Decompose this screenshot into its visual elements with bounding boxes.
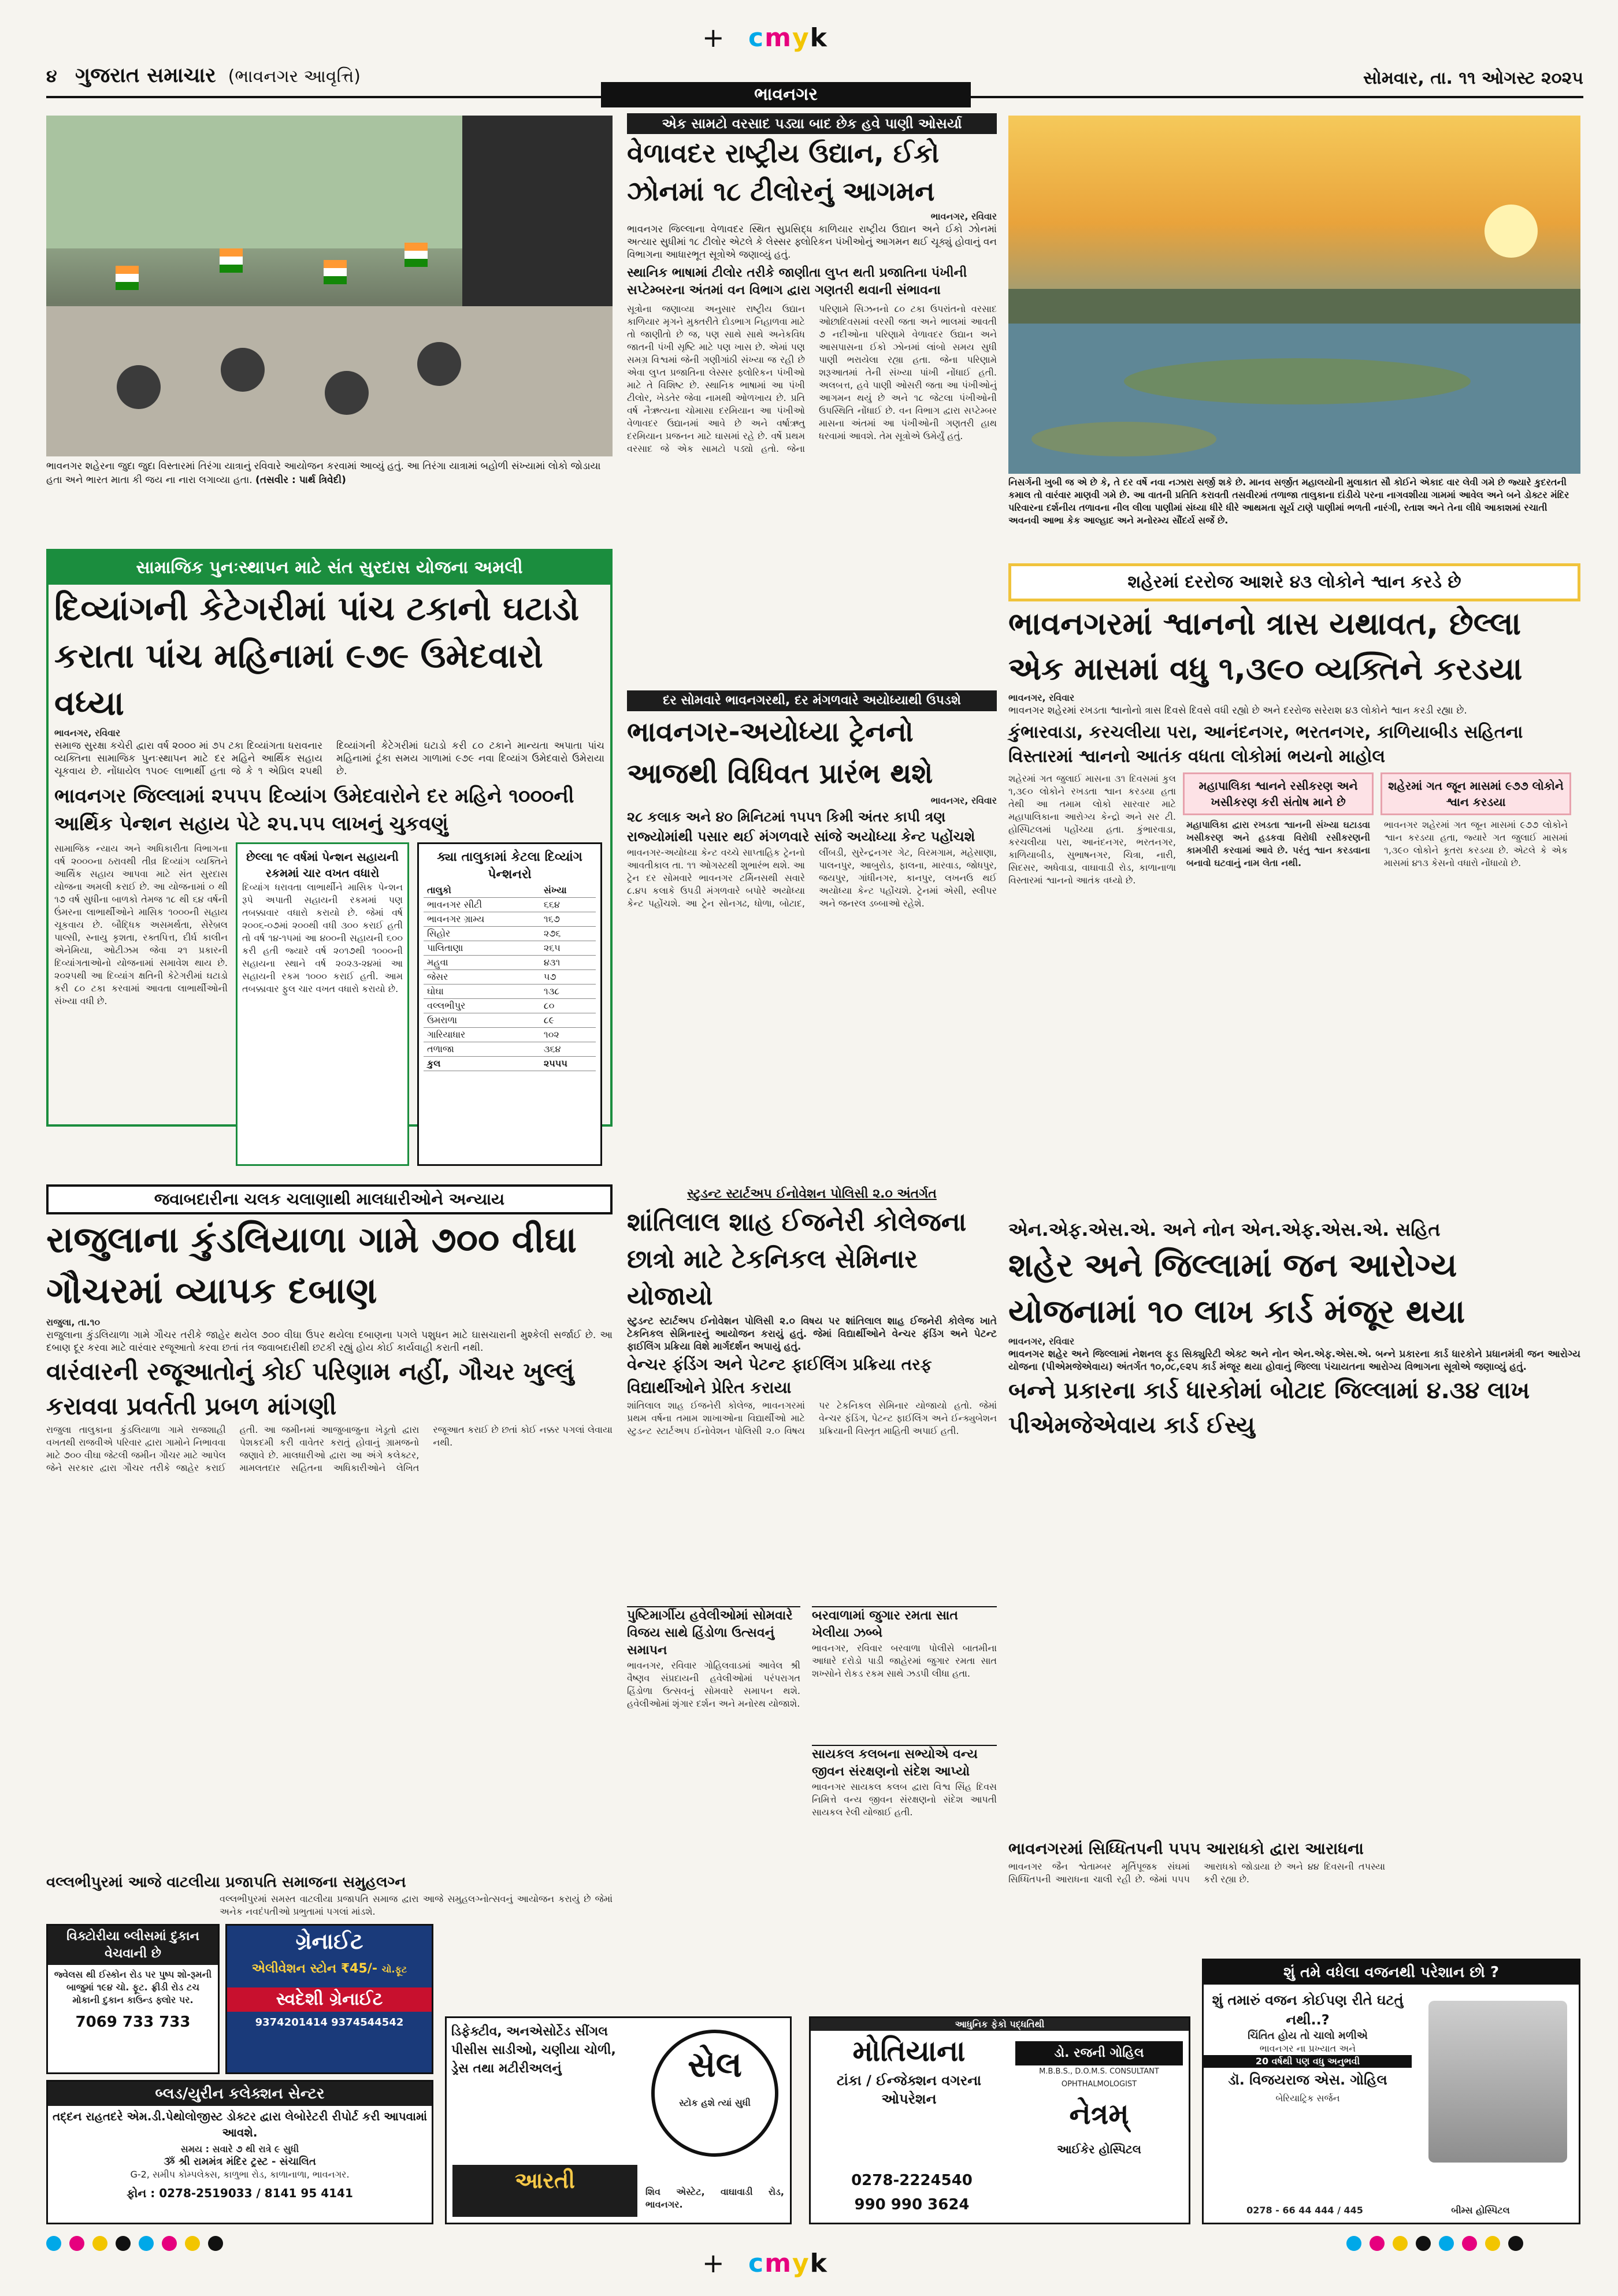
story-health-cards <box>1008 1216 1580 1443</box>
story-haveli <box>627 1606 800 1879</box>
count-cell: ૮૦ <box>540 999 596 1013</box>
pension-history-box <box>236 842 409 1166</box>
dog-box2 <box>1381 772 1571 1096</box>
cmyk-m: m <box>765 23 792 53</box>
total-label: કુલ <box>424 1057 540 1071</box>
story1-headline: વેળાવદર રાષ્ટ્રીય ઉદ્યાન, ઈકો ઝોનમાં ૧૮ ટીલોરનું આગમન <box>627 138 940 207</box>
story-disability-pension <box>46 549 613 1127</box>
story1-kicker: એક સામટો વરસાદ પડ્યા બાદ છેક હવે પાણી ઓસર્યા <box>627 113 997 134</box>
story-gauchar-encroachment <box>46 1184 613 1585</box>
ad-saree-sale[interactable] <box>445 2016 792 2224</box>
ad-eye-brand-sub: આઈકેર હોસ્પિટલ <box>1057 2142 1141 2156</box>
story2-kicker: સામાજિક પુનઃસ્થાપન માટે સંત સુરદાસ યોજના અમલી <box>49 551 610 585</box>
story-velavadar <box>627 113 997 499</box>
ad-blood-time: સમય : સવારે ૭ થી રાત્રે ૯ સુધી <box>180 2143 299 2154</box>
cmyk-c: c <box>748 23 765 53</box>
ad-obesity-role: બેરિયાટ્રિક સર્જન <box>1275 2093 1340 2104</box>
story5-body: શાંતિલાલ શાહ ઈજનેરી કોલેજ, ભાવનગરમાં પ્રથમ વર્ષના તમામ શાખાઓના વિદ્યાર્થીઓ માટે સ્ટુડન્ટ સ્ટાર્ટઅપ ઈનોવેશન પોલિસી ૨.૦ વિષય પર ટેકનિકલ સેમિનાર યોજાયો હતો. જેમાં વેન્ચર ફંડિંગ, પેટન્ટ ફાઈલિંગ અને ઈન્ક્યુબેશન પ્રક્રિયાની વિસ્તૃત માહિતી અપાઈ હતી. <box>627 1400 997 1436</box>
yellow-dot <box>1393 2236 1408 2251</box>
ad-sale-brand: આરતી <box>514 2168 576 2193</box>
story3-dateline: રાજુલા, તા.૧૦ <box>46 1317 101 1328</box>
count-cell: ૫૭ <box>540 970 596 984</box>
count-cell: ૨૬૫ <box>540 941 596 956</box>
cmyk-k: k <box>810 2249 828 2278</box>
table-row <box>424 1028 596 1042</box>
story4-headline: ભાવનગર-અયોધ્યા ટ્રેનનો આજથી વિધિવત પ્રારંભ થશે <box>627 716 933 790</box>
table-row <box>424 956 596 970</box>
ad-eye-sub: ટાંકા / ઈન્જેક્શન વગરના ઓપરેશન <box>837 2072 981 2107</box>
story8-headline: પુષ્ટિમાર્ગીય હવેલીઓમાં સોમવારે વિજય સાથે હિંડોળા ઉત્સવનું સમાપન <box>627 1606 800 1659</box>
story2-headline: દિવ્યાંગની કેટેગરીમાં પાંચ ટકાનો ઘટાડો કરાતા પાંચ મહિનામાં ૯૭૯ ઉમેદવારો વધ્યા <box>54 589 580 723</box>
story10-headline: સાયકલ કલબના સભ્યોએ વન્ય જીવન સંરક્ષણનો સંદેશ આપ્યો <box>812 1745 997 1781</box>
yellow-dot <box>1485 2236 1500 2251</box>
ad-eye-doc: ડો. રજની ગોહિલ <box>1015 2041 1183 2065</box>
story11-headline: વલ્લભીપુરમાં આજે વાટલીયા પ્રજાપતિ સમાજના સમુહલગ્ન <box>46 1874 406 1891</box>
table-row <box>424 999 596 1013</box>
ad-eye-title: મોતિયાના <box>852 2034 966 2068</box>
table-row <box>424 941 596 956</box>
paper-name: ગુજરાત સમાચાર <box>75 64 216 87</box>
ad-granite-unit: ચો.ફૂટ <box>381 1964 407 1975</box>
ad-victoria-title: વિક્ટોરીયા બ્લીસમાં દુકાન વેચવાની છે <box>48 1926 218 1965</box>
ad-granite-price: ₹45/- <box>340 1961 377 1976</box>
cmyk-c: c <box>748 2249 765 2278</box>
ad-victoria-phone[interactable]: 7069 733 733 <box>75 2013 191 2031</box>
cyan-dot <box>46 2236 61 2251</box>
pension-table <box>424 883 596 1071</box>
taluka-cell: ઉમરાળા <box>424 1013 540 1028</box>
dog-box1-body: મહાપાલિકા દ્વારા રખડતા શ્વાનની સંખ્યા ઘટાડવા ખસીકરણ અને હડકવા વિરોધી રસીકરણની કામગીરી કરવામાં આવે છે. પરંતુ શ્વાન કરડવાના બનાવો ઘટવાનું નામ લેતા નથી. <box>1186 819 1370 868</box>
ad-blood-title: બ્લડ/યુરીન કલેક્શન સેન્ટર <box>48 2082 432 2106</box>
ad-granite-sub <box>227 1957 432 1982</box>
taluka-cell: તળાજા <box>424 1042 540 1057</box>
table-header: સંખ્યા <box>540 883 596 898</box>
color-dots-right <box>1346 2236 1523 2251</box>
yellow-dot <box>92 2236 107 2251</box>
count-cell: ૧૦૨ <box>540 1028 596 1042</box>
ad-obesity-badge: 20 વર્ષથી પણ વધુ અનુભવી <box>1204 2055 1412 2068</box>
ad-blood-phone[interactable]: ફોન : 0278-2519033 / 8141 95 4141 <box>127 2186 353 2200</box>
cyan-dot <box>1439 2236 1454 2251</box>
registration-mark-top: + <box>702 22 725 53</box>
table-row <box>424 1013 596 1028</box>
story5-headline: શાંતિલાલ શાહ ઈજનેરી કોલેજના છાત્રો માટે ટેકનિકલ સેમિનાર યોજાયો <box>627 1208 967 1311</box>
taluka-cell: ગારિયાધાર <box>424 1028 540 1042</box>
edition: (ભાવનગર આવૃત્તિ) <box>228 66 361 87</box>
black-dot <box>208 2236 223 2251</box>
story6-subhead: કુંભારવાડા, કરચલીયા પરા, આનંદનગર, ભરતનગર, કાળિયાબીડ સહિતના વિસ્તારમાં શ્વાનનો આતંક વધતા લોકોમાં ભયનો માહોલ <box>1008 722 1523 767</box>
dog-box1-title: મહાપાલિકા શ્વાનને રસીકરણ અને ખસીકરણ કરી સંતોષ માને છે <box>1183 772 1374 815</box>
ad-blood-body: તદ્દન રાહતદરે એમ.ડી.પેથોલોજીસ્ટ ડોક્ટર દ્વારા લેબોરેટરી રીપોર્ટ કરી આપવામાં આવશે. <box>52 2109 428 2139</box>
count-cell: ૨૭૬ <box>540 927 596 941</box>
ad-blood-addr: G-2, સમીપ કોમ્પલેક્સ, કાળુભા રોડ, કાળાનાળા, ભાવનગર. <box>130 2169 350 2180</box>
cmyk-y: y <box>792 2249 810 2278</box>
ad-obesity[interactable] <box>1202 1959 1580 2224</box>
ad-granite-title: ગ્રેનાઈટ <box>295 1929 363 1954</box>
taluka-cell: પાલિતાણા <box>424 941 540 956</box>
ad-eye-degree: M.B.B.S., D.O.M.S. CONSULTANT OPHTHALMOLOGIST <box>1039 2067 1159 2089</box>
ad-granite-phones[interactable]: 9374201414 9374544542 <box>255 2016 404 2028</box>
pension-history-body: દિવ્યાંગ ધરાવતા લાભાર્થીને માસિક પેન્શન રૂપે અપાતી સહાયની રકમમાં પણ તબક્કાવાર વધારો કરાયો છે. જેમાં વર્ષ ૨૦૦૬-૦૭માં ૨૦૦થી વધી ૩૦૦ કરાઈ હતી તો વર્ષ ૧૪-૧૫માં આ ૪૦૦ની સહાયની ૬૦૦ કરી હતી જ્યારે વર્ષ ૨૦૧૭થી ૧૦૦૦ની સહાયના સ્થાને વર્ષ ૨૦૨૩-૨૪માં આ સહાયની રકમ ૧૦૦૦ કરાઈ હતી. આમ તબક્કાવાર ફુલ ચાર વખત વધારો કરાયો છે. <box>242 882 403 994</box>
ad-eye-tag: આધુનિક ફેકો પદ્ધતિથી <box>811 2018 1189 2031</box>
tiranga-rally-photo <box>46 116 613 456</box>
story-cycle-club <box>812 1745 997 1879</box>
table-row <box>424 898 596 912</box>
ad-eye-phone1[interactable]: 0278-2224540 <box>851 2172 973 2189</box>
ad-granite[interactable] <box>225 1924 433 2074</box>
story2-subhead: ભાવનગર જિલ્લામાં ૨૫૫૫ દિવ્યાંગ ઉમેદવારોને દર મહિને ૧૦૦૦ની આર્થિક પેન્શન સહાય પેટે ૨૫.૫૫ લાખનું ચુકવણું <box>54 785 574 835</box>
lake-sunset-photo <box>1008 116 1580 474</box>
story3-lede: રાજુલાના કુંડલિયાળા ગામે ગૌચર તરીકે જાહેર થયેલ ૭૦૦ વીઘા ઉપર થયેલા દબાણના પગલે પશુધન માટે ઘાસચારાની મુશ્કેલી સર્જાઈ છે. આ દબાણ દૂર કરવા માટે વારંવાર રજૂઆતો કરવા છતાં તંત્ર જવાબદારીથી છટકી રહ્યું હોય કોઈ કાર્યવાહી કરાતી નથી. <box>46 1329 613 1354</box>
story4-body: ભાવનગર-અયોધ્યા કેન્ટ વચ્ચે સાપ્તાહિક ટ્રેનનો આવતીકાલ તા. ૧૧ ઓગસ્ટથી શુભારંભ થશે. આ ટ્રેન દર સોમવારે ભાવનગર ટર્મિનસથી સવારે ૮.૪૫ કલાકે ઉપડી મંગળવારે બપોરે અયોધ્યા કેન્ટ પહોંચશે. આ ટ્રેન સોનગઢ, ધોળા, બોટાદ, લીંબડી, સુરેન્દ્રનગર ગેટ, વિરમગામ, મહેસાણા, પાલનપુર, આબુરોડ, ફાલના, મારવાડ, જોધપુર, જયપુર, ગાંધીનગર, કાનપુર, લખનઉ થઈ અયોધ્યા કેન્ટ પહોંચશે. ટ્રેનમાં એસી, સ્લીપર અને જનરલ ડબ્બાઓ રહેશે. <box>627 847 997 909</box>
story-samuhlagna <box>46 1872 613 1918</box>
table-row <box>424 970 596 984</box>
story-engineering-seminar <box>627 1184 997 1544</box>
cyan-dot <box>1346 2236 1361 2251</box>
story7-body: ભાવનગર શહેર અને જિલ્લામાં નેશનલ ફૂડ સિક્યુરિટી એક્ટ અને નોન એન.એફ.એસ.એ. બન્ને પ્રકારના કાર્ડ ધારકોને પ્રધાનમંત્રી જન આરોગ્ય યોજના (પીએમજેએવાય) અંતર્ગત ૧૦,૦૮,૯૨૫ કાર્ડ મંજૂર થયા હોવાનું જિલ્લા પંચાયતના આરોગ્ય વિભાગના સૂત્રોએ જણાવ્યું હતું. <box>1008 1348 1580 1373</box>
ad-obesity-phone[interactable]: 0278 - 66 44 444 / 445 <box>1246 2205 1363 2216</box>
story7-headline: શહેર અને જિલ્લામાં જન આરોગ્ય યોજનામાં ૧૦ લાખ કાર્ડ મંજૂર થયા <box>1008 1247 1465 1331</box>
taluka-cell: ભાવનગર ગ્રામ્ય <box>424 912 540 927</box>
cmyk-label-bottom <box>748 2249 828 2278</box>
table-row <box>424 1042 596 1057</box>
count-cell: ૬૬૪ <box>540 898 596 912</box>
story1-body: સૂત્રોના જણાવ્યા અનુસાર રાષ્ટ્રીય ઉદ્યાન કાળિયાર મૃગને મુક્તરીતે દોડભાગ નિહાળવા માટે તો જાણીતો છે જ, પણ સાથે સાથે અનેકવિધ જાતની પંખી સૃષ્ટિ માટે પણ ખાસ છે. એમાં પણ સમગ્ર વિશ્વમાં જેની ગણીગાંઠી સંખ્યા જ રહી છે એવા લુપ્ત પ્રજાતિના લેસ્સર ફ્લોરિકન પંખીઓ માટે તે વિશિષ્ટ છે. સ્થાનિક ભાષામાં આ પંખી ટીલોર, ખેડતેર જેવા નામથી ઓળખાય છે. પ્રતિ વર્ષ નૈઋત્યના ચોમાસા દરમિયાન આ પંખીઓ વેળાવદર ઉદ્યાનમાં આવે છે અને વર્ષાઋતુ દરમિયાન પ્રજનન માટે ઘાસમાં રહે છે. વર્ષે પ્રથમ વરસાદ જે એક સામટો પડ્યો હતો. જેના પરિણામે સિઝનનો ૮૦ ટકા ઉપરાંતનો વરસાદ ઓછાદિવસમાં વરસી જતા અને ભાલમાં આવતી ૭ નદીઓના પરિણામે વેળાવદર ઉદ્યાન અને આસપાસના ઈકો ઝોનમાં લાંબો સમય સુધી પાણી ભરાયેલા રહ્યા હતા. જેના પરિણામે શરૂઆતમાં તેની સંખ્યા પાંખી નોંધાઈ હતી. અલબત્ત, હવે પાણી ઓસરી જતા આ પંખીઓનું આગમન થયું છે અને ૧૮ જેટલા પંખીઓની ઉપસ્થિતિ નોંધાઈ છે. વન વિભાગ દ્વારા સપ્ટેમ્બર માસના અંતમાં આ પંખીઓની ગણતરી હાથ ધરવામાં આવશે. તેમ સૂત્રોએ ઉમેર્યું હતું. <box>627 303 997 454</box>
taluka-cell: વલ્લભીપુર <box>424 999 540 1013</box>
story8-body: ભાવનગર, રવિવાર ગોહિલવાડમાં આવેલ શ્રી વૈષ્ણવ સંપ્રદાયની હવેલીઓમાં પરંપરાગત હિંડોળા ઉત્સવનું સોમવારે સમાપન થશે. હવેલીઓમાં શૃંગાર દર્શન અને મનોરથ યોજાશે. <box>627 1660 800 1709</box>
count-cell: ૩૬૪ <box>540 1042 596 1057</box>
ad-obesity-line1: શું તમારું વજન કોઈપણ રીતે ઘટતું નથી..? <box>1212 1992 1404 2028</box>
taluka-cell: ભાવનગર સીટી <box>424 898 540 912</box>
story6-kicker: શહેરમાં દરરોજ આશરે ૪૩ લોકોને શ્વાન કરડે છે <box>1008 563 1580 601</box>
story4-dateline: ભાવનગર, રવિવાર <box>930 795 997 806</box>
magenta-dot <box>1462 2236 1477 2251</box>
ad-sale-brand-box <box>452 2165 637 2217</box>
magenta-dot <box>162 2236 177 2251</box>
cmyk-m: m <box>765 2249 792 2278</box>
story3-subhead: વારંવારની રજૂઆતોનું કોઈ પરિણામ નહીં, ગૌચર ખુલ્લું કરાવવા પ્રવર્તતી પ્રબળ માંગણી <box>46 1357 574 1420</box>
table-total-row <box>424 1057 596 1071</box>
story4-kicker: દર સોમવારે ભાવનગરથી, દર મંગળવારે અયોધ્યાથી ઉપડશે <box>627 690 997 711</box>
taluka-cell: ઘોઘા <box>424 984 540 999</box>
taluka-cell: સિહોર <box>424 927 540 941</box>
count-cell: ૮૯ <box>540 1013 596 1028</box>
story10-body: ભાવનગર સાયકલ કલબ દ્વારા વિશ્વ સિંહ દિવસ નિમિત્તે વન્ય જીવન સંરક્ષણનો સંદેશ આપતી સાયકલ રેલી યોજાઈ હતી. <box>812 1781 997 1818</box>
color-dots-left <box>46 2236 223 2251</box>
magenta-dot <box>1370 2236 1385 2251</box>
ad-victoria-shop[interactable] <box>46 1924 220 2074</box>
story2-body: સામાજિક ન્યાય અને અધિકારીતા વિભાગના વર્ષ ૨૦૦૦ના ઠરાવથી તીવ્ર દિવ્યાંગ વ્યક્તિને આર્થિક સહાય આપવા માટે સંત સુરદાસ યોજના અમલી કરાઈ છે. આ યોજનામાં ૦ થી ૧૭ વર્ષ સુધીના બાળકો તેમજ ૧૮ થી ૬૪ વર્ષની ઉંમરના લાભાર્થીઓને માસિક ૧૦૦૦ની સહાય ચૂકવાય છે. બૌદ્ધિક અસમર્થતા, સેરેબ્રલ પાલ્સી, સ્નાયુ કૃશતા, રક્તપિત્ત, દીર્ઘ કાલીન એનેમિયા, ઓટીઝમ જેવા ૨૧ પ્રકારની દિવ્યાંગતાઓનો યોજનામાં સમાવેશ થાય છે. ૨૦૨૫થી આ દિવ્યાંગ ક્ષતિની કેટેગરીમાં ઘટાડો કરી ૮૦ ટકા કરવામાં આવતા લાભાર્થીઓની સંખ્યા વધી છે. <box>54 843 228 1006</box>
black-dot <box>1508 2236 1523 2251</box>
story1-lede: ભાવનગર જિલ્લાના વેળાવદર સ્થિત સુપ્રસિદ્ધ કાળિયાર રાષ્ટ્રીય ઉદ્યાન અને ઈકો ઝોનમાં અત્યાર સુધીમાં ૧૮ ટીલોર એટલે કે લેસ્સર ફ્લોરિકન પંખીઓનું આગમન થઈ ચૂક્યું હોવાનું વન વિભાગના આધારભૂત સૂત્રોએ જણાવ્યું હતું. <box>627 224 997 261</box>
photo2-caption: નિસર્ગની ખુબી જ એ છે કે, તે દર વર્ષે નવા નઝારા સર્જી શકે છે. માનવ સર્જીત મહાલયોની મુલાકાત સૌ કોઈને એકાદ વાર લેવી ગમે છે જ્યારે કુદરતની કમાલ તો વારંવાર માણવી ગમે છે. આ વાતની પ્રતિતિ કરાવતી તસવીરમાં તળાજા તાલુકાના દાંડીયે પરના નાગવશીયા ગામમાં આવેલ અને બને ડોક્ટર મંદિર પરિવારના દર્શનીય તળાવના નીલ લીલા પાણીમાં સંધ્યા ધીરે ધીરે આથમતા સૂર્ય ટાણે પાણીમાં ભળતી નારંગી, રતાશ અને તેના લીધે આકાશમાં રચાતી અવનવી આભા કેક આલ્હાદ અને મનોરમ્ય સૌંદર્ય સર્જે છે. <box>1008 477 1569 526</box>
story11-body: વલ્લભીપુરમાં સમસ્ત વાટલીયા પ્રજાપતિ સમાજ દ્વારા આજે સમુહલગ્નોત્સવનું આયોજન કરાયું છે જેમાં અનેક નવદંપતીઓ પ્રભુતામાં પગલાં માંડશે. <box>220 1893 613 1917</box>
story3-kicker: જવાબદારીના ચલક ચલાણાથી માલધારીઓને અન્યાય <box>46 1184 613 1214</box>
ad-eye-doctor <box>1015 2041 1183 2161</box>
story12-headline: ભાવનગરમાં સિધ્ધિતપની ૫૫૫ આરાધકો દ્વારા આરાધના <box>1008 1839 1364 1858</box>
table-row <box>424 984 596 999</box>
story-barwala-gambling <box>812 1606 997 1729</box>
ad-obesity-q: શું તમે વધેલા વજનથી પરેશાન છો ? <box>1204 1960 1579 1985</box>
story6-dateline: ભાવનગર, રવિવાર <box>1008 692 1075 703</box>
table-row <box>424 912 596 927</box>
registration-mark-bottom: + <box>702 2247 725 2279</box>
ad-obesity-line3: ભાવનગર ના પ્રખ્યાત અને <box>1259 2043 1356 2054</box>
ad-blood-collection[interactable] <box>46 2080 433 2224</box>
ad-granite-sub-text: એલીવેશન સ્ટોન <box>251 1961 337 1976</box>
story-dog-bites <box>1008 563 1580 1096</box>
ad-victoria-body: જ્વેલસ થી ઈસ્કોન રોડ પર પુષ્પ શો-રૂમની બાજુમાં ૧૯૪ ચો. ફૂટ. ફ્રીડી રોડ ટચ મોકાની દુકાન કાઉન્ડ ફ્લોર પર. <box>54 1969 212 2005</box>
ad-sale-items: ડિફેક્ટીવ, અનએસોર્ટેડ સીંગલ પીસીસ સાડીઓ, ચણીયા ચોળી, ડ્રેસ તથા મટીરીઅલનું <box>451 2024 616 2076</box>
story6-lede: ભાવનગર શહેરમાં રખડતા શ્વાનોનો ત્રાસ દિવસે દિવસે વધી રહ્યો છે અને દરરોજ સરેરાશ ૪૩ લોકોને શ્વાન કરડી રહ્યા છે. <box>1008 705 1467 716</box>
story7-dateline: ભાવનગર, રવિવાર <box>1008 1336 1075 1347</box>
story5-subhead: વેન્ચર ફંડિંગ અને પેટન્ટ ફાઈલિંગ પ્રક્રિયા તરફ વિદ્યાર્થીઓને પ્રેરિત કરાયા <box>627 1355 932 1397</box>
cmyk-y: y <box>792 23 810 53</box>
taluka-cell: જેસર <box>424 970 540 984</box>
ad-obesity-hospital: બીમ્સ હોસ્પિટલ <box>1451 2205 1510 2216</box>
story2-dateline: ભાવનગર, રવિવાર <box>54 727 121 738</box>
rally-illustration <box>46 116 613 456</box>
story1-dateline: ભાવનગર, રવિવાર <box>930 211 997 222</box>
story2-lede: સમાજ સુરક્ષા કચેરી દ્વારા વર્ષ ૨૦૦૦ માં ૭૫ ટકા દિવ્યાંગતા ધરાવનાર વ્યક્તિના સામાજિક પુનઃસ્થાપન માટે દર મહિને આર્થિક સહાય ચૂકવાય છે. નોંધાયેલ ૧૫૦૯ લાભાર્થી હતા જે કે ૧ એપ્રિલ ૨૫થી દિવ્યાંગની કેટેગરીમાં ઘટાડો કરી ૮૦ ટકાને માન્યતા અપાતા પાંચ મહિનામાં ટૂંકા સમય ગાળામાં ૯૭૯ નવા દિવ્યાંગ ઉમેદવારો ઉમેરાયા છે. <box>54 740 604 777</box>
photo1-caption <box>46 459 613 487</box>
ad-obesity-photo <box>1428 2001 1567 2163</box>
dog-box2-body: ભાવનગર શહેરમાં ગત જૂન માસમાં ૯૭૭ લોકોને શ્વાન કરડયા હતા, જ્યારે ગત જુલાઈ માસમાં ૧,૩૯૦ લોકોને કૂતરા કરડયા છે. એટલે કે એક માસમાં ૪૧૩ કેસનો વધારો નોંધાયો છે. <box>1384 819 1568 868</box>
story7-subhead: બન્ને પ્રકારના કાર્ડ ધારકોમાં બોટાદ જિલ્લામાં ૪.૩૪ લાખ પીએમજેએવાય કાર્ડ ઈસ્યુ <box>1008 1377 1530 1439</box>
story7-kicker: એન.એફ.એસ.એ. અને નોન એન.એફ.એસ.એ. સહિત <box>1008 1218 1441 1240</box>
total-value: ૨૫૫૫ <box>540 1057 596 1071</box>
table-header: તાલુકો <box>424 883 540 898</box>
section-title: ભાવનગર <box>601 82 971 107</box>
photo1-credit: (તસવીર : પાર્થ ત્રિવેદી) <box>255 474 346 486</box>
ad-eye-phone2[interactable]: 990 990 3624 <box>854 2196 970 2213</box>
dog-box2-title: શહેરમાં ગત જૂન માસમાં ૯૭૭ લોકોને શ્વાન કરડયા <box>1381 772 1571 815</box>
magenta-dot <box>69 2236 84 2251</box>
ad-granite-name: સ્વદેશી ગ્રેનાઈટ <box>227 1987 432 2012</box>
story3-body: રાજુલા તાલુકાના કુંડલિયાળા ગામે રાજશાહી વખતથી રાજવીએ પરિવાર દ્વારા ગામોને નિભાવવા માટે ૭૦૦ વીઘા જેટલી જમીન ગૌચર માટે આપેલ જેને સરકાર દ્વારા ગૌચર તરીકે જાહેર કરાઈ હતી. આ જમીનમાં આજુબાજુના ખેડૂતો દ્વારા પેશકદમી કરી વાવેતર કરાતું હોવાનું ગ્રામજનો જણાવે છે. માલધારીઓ દ્વારા આ અંગે કલેક્ટર, મામલતદાર સહિતના અધિકારીઓને લેખિત રજૂઆત કરાઈ છે છતાં કોઈ નક્કર પગલાં લેવાયા નથી. <box>46 1424 613 1473</box>
page-number: ૪ <box>46 66 57 87</box>
ad-obesity-doc: ડૉ. વિજયરાજ એસ. ગોહિલ <box>1228 2072 1387 2088</box>
story5-kicker: સ્ટુડન્ટ સ્ટાર્ટઅપ ઈનોવેશન પોલિસી ૨.૦ અંતર્ગત <box>687 1187 937 1201</box>
ad-eye-phones[interactable] <box>817 2168 1007 2217</box>
ad-cataract[interactable] <box>809 2016 1190 2224</box>
ad-sale-addr: શિવ એસ્ટેટ, વાઘાવાડી રોડ, ભાવનગર. <box>645 2186 784 2210</box>
story12-body: ભાવનગર જૈન શ્વેતામ્બર મૂર્તિપૂજક સંઘમાં સિધ્ધિતપની આરાધના ચાલી રહી છે. જેમાં ૫૫૫ આરાધકો જોડાયા છે અને ૪૪ દિવસની તપસ્યા કરી રહ્યા છે. <box>1008 1861 1385 1885</box>
issue-date: સોમવાર, તા. ૧૧ ઓગસ્ટ ૨૦૨૫ <box>1363 68 1583 88</box>
dog-box1 <box>1183 772 1374 1096</box>
story1-subhead: સ્થાનિક ભાષામાં ટીલોર તરીકે જાણીતા લુપ્ત થતી પ્રજાતિના પંખીની સપ્ટેમ્બરના અંતમાં વન વિભાગ દ્વારા ગણતરી થવાની સંભાવના <box>627 266 967 298</box>
cmyk-k: k <box>810 23 828 53</box>
ad-blood-org: ૐ શ્રી રામમંત્ર મંદિર ટ્રસ્ટ - સંચાલિત <box>164 2156 316 2168</box>
black-dot <box>116 2236 131 2251</box>
pension-table-box <box>417 842 602 1166</box>
taluka-cell: મહુવા <box>424 956 540 970</box>
story5-lede: સ્ટુડન્ટ સ્ટાર્ટઅપ ઈનોવેશન પોલિસી ૨.૦ વિષય પર શાંતિલાલ શાહ ઈજનેરી કોલેજ ખાતે ટેકનિકલ સેમિનારનું આયોજન કરાયું હતું. જેમાં વિદ્યાર્થીઓને વેન્ચર ફંડિંગ અને પેટન્ટ ફાઈલિંગ પ્રક્રિયા વિશે માર્ગદર્શન અપાયું હતું. <box>627 1316 997 1353</box>
black-dot <box>1416 2236 1431 2251</box>
yellow-dot <box>185 2236 200 2251</box>
photo1-caption-text: ભાવનગર શહેરના જુદા જુદા વિસ્તારમાં તિરંગા યાત્રાનું રવિવારે આયોજન કરવામાં આવ્યું હતું. આ તિરંગા યાત્રામાં બહોળી સંખ્યામાં લોકો જોડાયા હતા અને ભારત માતા કી જય ના નારા લગાવ્યા હતા. <box>46 460 601 486</box>
ad-sale-sub: સ્ટોક હશે ત્યાં સુધી <box>679 2097 751 2108</box>
story3-headline: રાજુલાના કુંડલિયાળા ગામે ૭૦૦ વીઘા ગૌચરમાં વ્યાપક દબાણ <box>46 1218 577 1312</box>
story-ayodhya-train <box>627 690 997 1089</box>
story6-body: શહેરમાં ગત જુલાઈ માસના ૩૧ દિવસમાં કુલ ૧,૩૯૦ લોકોને રખડતા શ્વાન કરડયા હતા તેથી આ તમામ લોકો સારવાર માટે મહાપાલિકાના આરોગ્ય કેન્દ્રો અને સર ટી. હોસ્પિટલમાં પહોંચ્યા હતા. કુંભારવાડા, કરચલીયા પરા, આનંદનગર, ભરતનગર, કાળિયાબીડ, સુભાષનગર, ચિત્રા, નારી, સિદસર, અધેવાડા, વાઘાવાડી રોડ, કાળાનાળા વિસ્તારમાં શ્વાનનો આતંક વધ્યો છે. <box>1008 773 1176 886</box>
ad-sale-badge <box>651 2030 778 2157</box>
story-siddhitap <box>1008 1837 1580 1953</box>
table-row <box>424 927 596 941</box>
cmyk-label-top <box>748 23 828 53</box>
sunset-illustration <box>1008 116 1580 474</box>
story4-subhead: ૨૮ કલાક અને ૪૦ મિનિટમાં ૧૫૫૧ કિમી અંતર કાપી ત્રણ રાજ્યોમાંથી પસાર થઈ મંગળવારે સાંજે અયોધ્યા કેન્ટ પહોંચશે <box>627 809 975 845</box>
pension-table-title: ક્યા તાલુકામાં કેટલા દિવ્યાંગ પેન્શનરો <box>437 850 582 882</box>
ad-sale-title: સેલ <box>688 2045 742 2085</box>
count-cell: ૧૩૮ <box>540 984 596 999</box>
ad-obesity-line2: ચિંતિત હોય તો ચાલો મળીએ <box>1248 2030 1368 2042</box>
count-cell: ૪૩૧ <box>540 956 596 970</box>
story6-headline: ભાવનગરમાં શ્વાનનો ત્રાસ યથાવત, છેલ્લા એક માસમાં વધુ ૧,૩૯૦ વ્યક્તિને કરડયા <box>1008 605 1523 687</box>
ad-eye-brand: નેત્રમ્ <box>1069 2097 1129 2131</box>
pension-history-title: છેલ્લા ૧૯ વર્ષમાં પેન્શન સહાયની રકમમાં ચાર વખત વધારો <box>246 850 399 880</box>
story9-headline: બરવાળામાં જુગાર રમતા સાત ખેલીયા ઝબ્બે <box>812 1606 997 1642</box>
story9-body: ભાવનગર, રવિવાર બરવાળા પોલીસે બાતમીના આધારે દરોડો પાડી જાહેરમાં જુગાર રમતા સાત શખ્સોને રોકડ રકમ સાથે ઝડપી લીધા હતા. <box>812 1643 997 1679</box>
cyan-dot <box>139 2236 154 2251</box>
count-cell: ૧૬૭ <box>540 912 596 927</box>
